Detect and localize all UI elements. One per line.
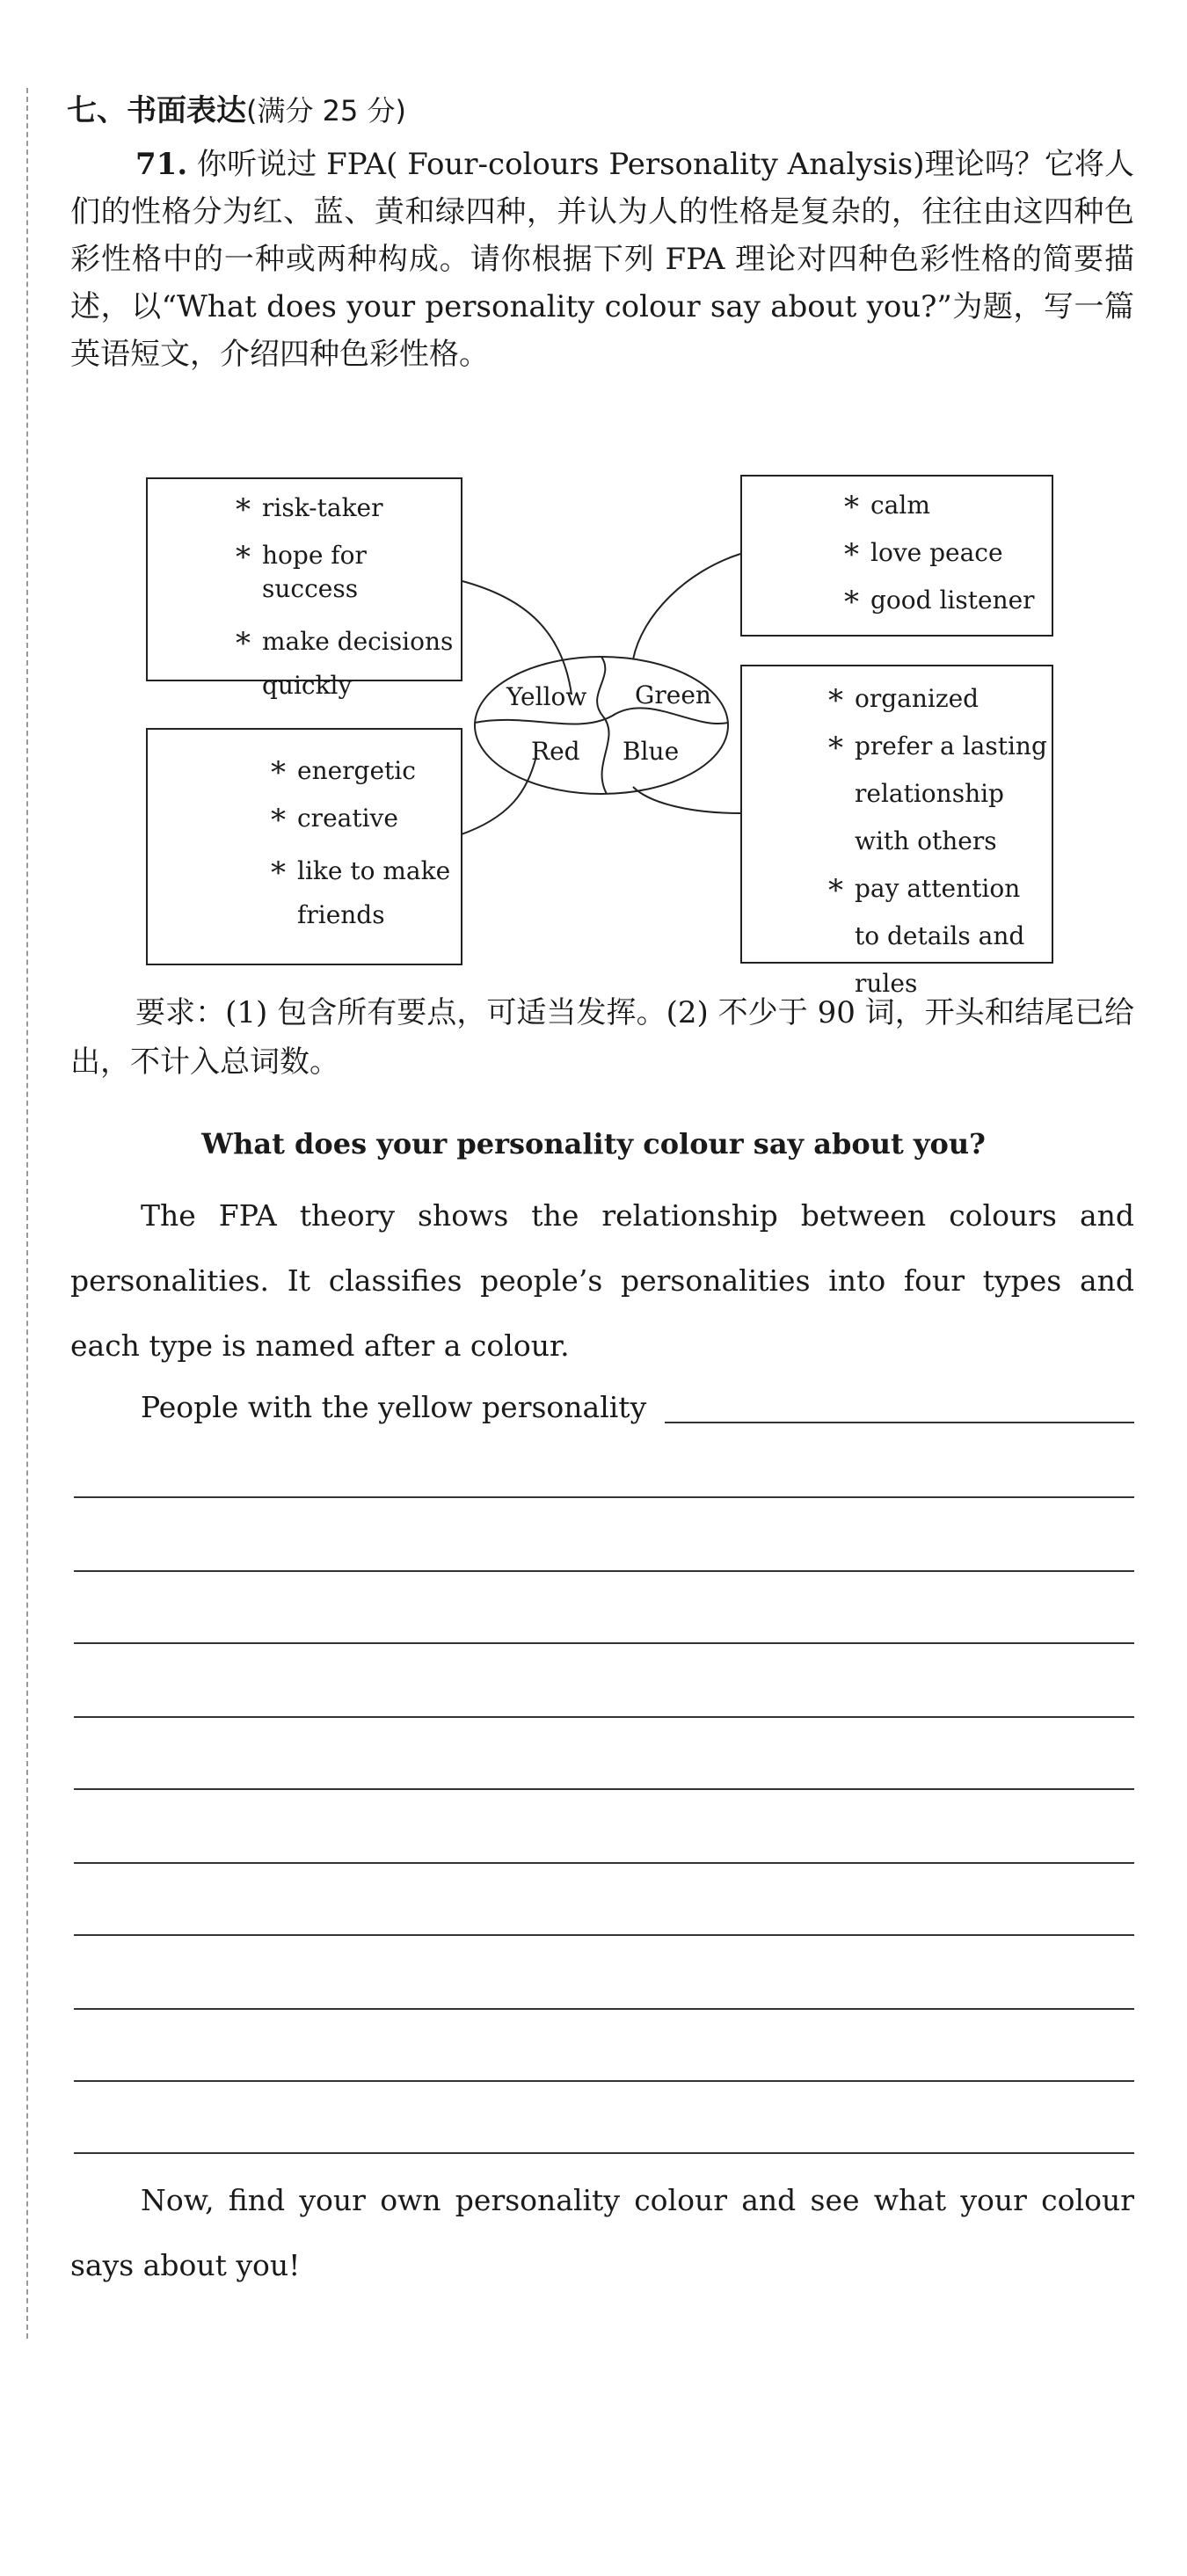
essay-closing-text: Now, find your own personality colour and see what your colour says about you! bbox=[70, 2183, 1134, 2282]
writing-line[interactable] bbox=[74, 1862, 1134, 1864]
red-traits-list bbox=[267, 754, 457, 937]
requirements-text: 要求：(1) 包含所有要点，可适当发挥。(2) 不少于 90 词，开头和结尾已给出，不计入总词数。 bbox=[70, 995, 1134, 1080]
blue-traits-box bbox=[740, 665, 1053, 998]
oval-label-blue: Blue bbox=[623, 737, 680, 766]
green-traits-box bbox=[740, 475, 1053, 637]
oval-label-red: Red bbox=[531, 737, 580, 766]
section-title-text: 七、书面表达 bbox=[67, 93, 246, 128]
writing-line[interactable] bbox=[74, 1642, 1134, 1644]
essay-closing bbox=[70, 2168, 1134, 2298]
oval-label-green: Green bbox=[635, 680, 711, 709]
connector-green bbox=[633, 554, 740, 659]
writing-line[interactable] bbox=[74, 1788, 1134, 1790]
connector-yellow bbox=[459, 580, 572, 695]
red-trait: * creative bbox=[267, 802, 457, 835]
red-traits-box bbox=[146, 728, 462, 965]
writing-line[interactable] bbox=[74, 2080, 1134, 2082]
green-trait: * calm bbox=[841, 489, 1048, 522]
essay-opening bbox=[70, 1183, 1134, 1379]
writing-line[interactable] bbox=[74, 1934, 1134, 1936]
yellow-trait: * hope for success bbox=[232, 539, 457, 606]
red-trait: * like to make friends bbox=[267, 849, 457, 937]
yellow-traits-list bbox=[232, 491, 457, 708]
binding-margin-line bbox=[26, 88, 28, 2339]
writing-line[interactable] bbox=[74, 1716, 1134, 1718]
essay-title: What does your personality colour say about you? bbox=[201, 1127, 986, 1161]
blue-trait: * pay attention to details and rules bbox=[825, 865, 1050, 1008]
essay-prompt-line bbox=[70, 1375, 1134, 1440]
yellow-trait: * make decisions quickly bbox=[232, 620, 457, 708]
section-title bbox=[67, 86, 406, 129]
requirements bbox=[70, 988, 1134, 1087]
writing-line[interactable] bbox=[74, 1496, 1134, 1498]
section-score: (满分 25 分) bbox=[246, 94, 407, 127]
connector-red bbox=[459, 756, 536, 835]
green-trait: * love peace bbox=[841, 536, 1048, 570]
oval-label-yellow: Yellow bbox=[506, 682, 587, 711]
writing-line[interactable] bbox=[665, 1422, 1134, 1423]
green-traits-list bbox=[841, 489, 1048, 617]
blue-trait: * organized bbox=[825, 675, 1050, 723]
yellow-traits-box bbox=[146, 477, 462, 700]
writing-line[interactable] bbox=[74, 2008, 1134, 2010]
question-number: 71. bbox=[135, 147, 188, 182]
essay-opening-text: The FPA theory shows the relationship between colours and personalities. It classifies people’s personalities into four types and each type is named after a colour. bbox=[70, 1198, 1134, 1363]
central-oval bbox=[475, 657, 728, 794]
essay-prompt-text: People with the yellow personality bbox=[141, 1390, 647, 1424]
connector-blue bbox=[633, 787, 740, 813]
question-prompt bbox=[70, 141, 1134, 378]
green-trait: * good listener bbox=[841, 584, 1048, 617]
blue-traits-list bbox=[825, 675, 1050, 1008]
red-trait: * energetic bbox=[267, 754, 457, 788]
blue-trait: * prefer a lasting relationship with others bbox=[825, 723, 1050, 865]
writing-line[interactable] bbox=[74, 1570, 1134, 1572]
question-text: 你听说过 FPA( Four-colours Personality Analysis)理论吗？它将人们的性格分为红、蓝、黄和绿四种，并认为人的性格是复杂的，往往由这四种色彩性格中的一种或两种构成。请你根据下列 FPA 理论对四种色彩性格的简要描述，以“What does your personality colour say about you?”为题，写一篇英语短文，介绍四种色彩性格。 bbox=[70, 147, 1134, 372]
writing-line[interactable] bbox=[74, 2152, 1134, 2154]
yellow-trait: * risk-taker bbox=[232, 491, 457, 525]
